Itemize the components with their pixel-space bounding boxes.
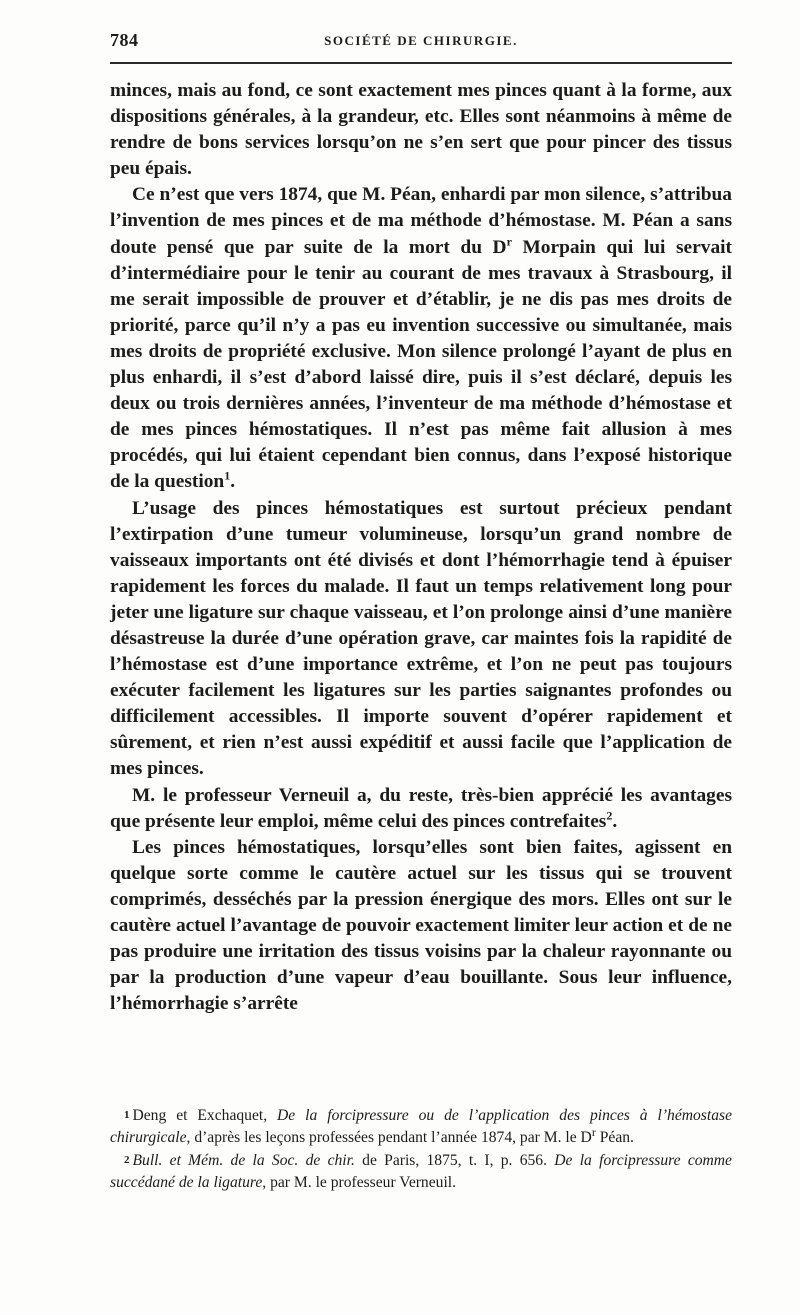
footnote-ref-2[interactable]: 2 [606, 808, 613, 823]
paragraph-2-text-b: Morpain qui lui servait d’intermédiaire pour le tenir au courant de mes travaux à Strasbourg, il me serait impossible de prouver et d’établir, je ne dis pas mes droits de priorité, parce qu’il n’y a pas eu invention successive ou simultanée, mais mes droits de propriété exclusive. Mon silence prolongé l’ayant de plus en plus enhardi, il s’est d’abord laissé dire, puis il s’est déclaré, depuis les deux ou trois dernières années, l’inventeur de ma méthode d’hémostase et de mes pinces hémostatiques. Il n’est pas même fait allusion à mes procédés, qui lui étaient cependant bien connus, dans l’exposé historique de la question [110, 236, 732, 493]
footnote-2-end: , par M. le professeur Verneuil. [262, 1174, 457, 1191]
footnote-2 [110, 1149, 732, 1194]
body-text [110, 78, 732, 1017]
paragraph-4-text: M. le professeur Verneuil a, du reste, très-bien apprécié les avantages que présente leur emploi, même celui des pinces contrefaites [110, 784, 732, 832]
footnote-1-end: Péan. [595, 1129, 634, 1146]
footnote-1-number: 1 [124, 1109, 130, 1121]
paragraph-4 [110, 783, 732, 835]
footnote-2-number: 2 [124, 1154, 130, 1166]
doctor-abbrev-sup: r [506, 234, 512, 249]
paragraph-4-end: . [612, 810, 618, 832]
page-number: 784 [110, 30, 139, 50]
footnote-1 [110, 1104, 732, 1149]
footnote-1-title: De la forcipressure ou de l’application des pinces à l’hémostase chirurgicale [110, 1107, 732, 1146]
footnote-2-citation: de Paris, 1875, t. I, p. 656. [354, 1152, 555, 1169]
footnote-2-title: De la forcipressure comme succédané de la ligature [110, 1152, 732, 1191]
paragraph-2-text-a: Ce n’est que vers 1874, que M. Péan, enhardi par mon silence, s’attribua l’invention de mes pinces et de ma méthode d’hémostase. M. Péan a sans doute pensé que par suite de la mort du D [110, 184, 732, 258]
footnote-1-sup: r [591, 1124, 596, 1139]
header-rule [110, 62, 732, 64]
page-header [110, 30, 732, 56]
paragraph-5: Les pinces hémostatiques, lorsqu’elles sont bien faites, agissent en quelque sorte comme le cautère actuel sur les tissus qui se trouvent comprimés, desséchés par la pression énergique des mors. Elles ont sur le cautère actuel l’avantage de pouvoir exactement limiter leur action et de ne pas produire une irritation des tissus voisins par la chaleur rayonnante ou par la production d’une vapeur d’eau bouillante. Sous leur influence, l’hémorrhagie s’arrête [110, 836, 732, 1015]
footnotes [110, 1104, 732, 1194]
footnote-1-text: , d’après les leçons professées pendant l’année 1874, par M. le D [186, 1129, 592, 1146]
footnote-1-authors: Deng et Exchaquet, [132, 1107, 278, 1124]
footnote-2-journal: Bull. et Mém. de la Soc. de chir. [132, 1152, 355, 1169]
paragraph-2 [110, 182, 732, 495]
running-title: SOCIÉTÉ DE CHIRURGIE. [324, 33, 518, 48]
footnote-ref-1[interactable]: 1 [224, 468, 231, 483]
paragraph-2-end: . [230, 471, 236, 493]
paragraph-1: minces, mais au fond, ce sont exactement mes pinces quant à la forme, aux dispositions générales, à la grandeur, etc. Elles sont néanmoins à même de rendre de bons services lorsqu’on ne s’en sert que pour pincer des tissus peu épais. [110, 80, 732, 180]
paragraph-3: L’usage des pinces hémostatiques est surtout précieux pendant l’extirpation d’une tumeur volumineuse, lorsqu’un grand nombre de vaisseaux importants ont été divisés et dont l’hémorrhagie tend à épuiser rapidement les forces du malade. Il faut un temps relativement long pour jeter une ligature sur chaque vaisseau, et l’on prolonge ainsi d’une manière désastreuse la durée d’une opération grave, car maintes fois la rapidité de l’hémostase est d’une importance extrême, et l’on ne peut pas toujours exécuter facilement les ligatures sur les parties saignantes profondes ou difficilement accessibles. Il importe souvent d’opérer rapidement et sûrement, et rien n’est aussi expéditif et aussi facile que l’application de mes pinces. [110, 497, 732, 780]
